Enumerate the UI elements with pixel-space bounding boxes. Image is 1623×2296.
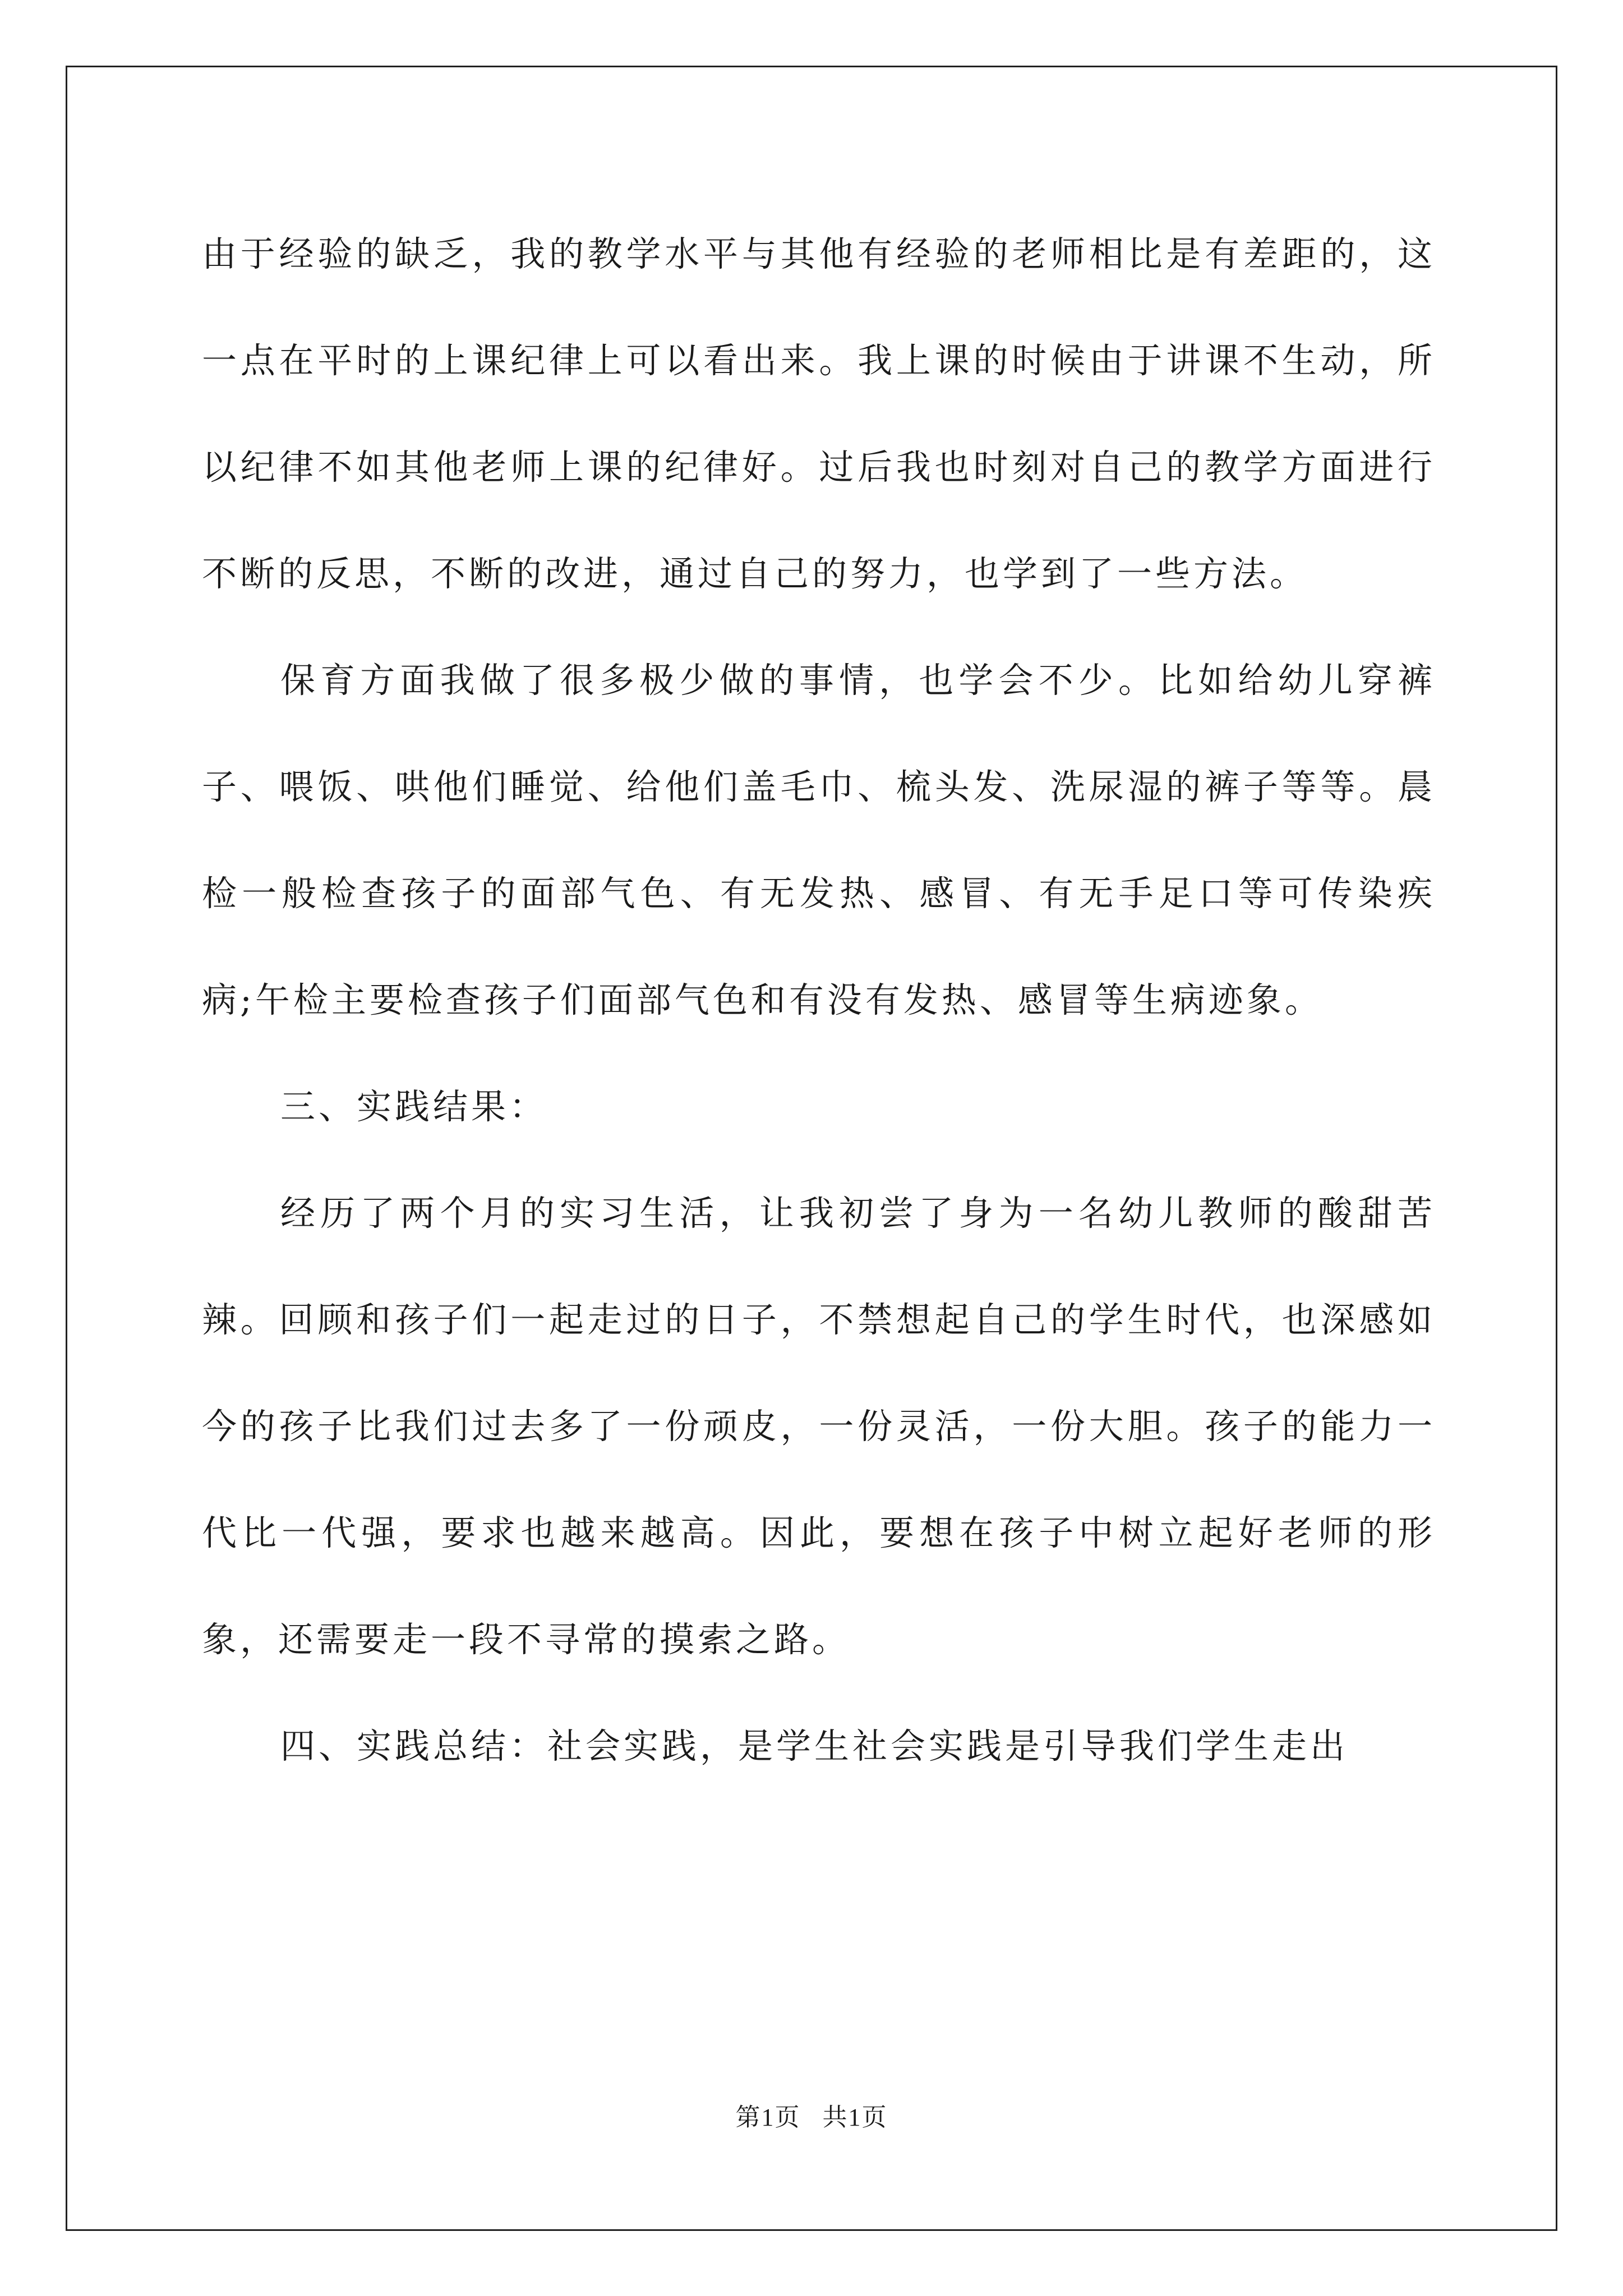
heading-practice-results: 三、实践结果： [280,1086,548,1127]
paragraph-practice-summary: 四、实践总结：社会实践，是学生社会实践是引导我们学生走出 [280,1726,1349,1766]
paragraph-childcare-duties: 保育方面我做了很多极少做的事情，也学会不少。比如给幼儿穿裤子、喂饭、哄他们睡觉、给他们盖毛巾、梳头发、洗尿湿的裤子等等。晨检一般检查孩子的面部气色、有无发热、感冒、有无手足口等可传染疾病;午检主要检查孩子们面部气色和有没有发热、感冒等生病迹象。 [202,660,1436,1020]
document-body [202,201,1436,1800]
paragraph-internship-experience: 经历了两个月的实习生活，让我初尝了身为一名幼儿教师的酸甜苦辣。回顾和孩子们一起走过的日子，不禁想起自己的学生时代，也深感如今的孩子比我们过去多了一份顽皮，一份灵活，一份大胆。孩子的能力一代比一代强，要求也越来越高。因此，要想在孩子中树立起好老师的形象，还需要走一段不寻常的摸索之路。 [202,1193,1436,1660]
total-pages: 共1页 [822,2104,888,2131]
page-footer [0,2101,1623,2134]
page-number: 第1页 [735,2104,801,2131]
footer-spacer [801,2104,823,2131]
paragraph-teaching-reflection: 由于经验的缺乏，我的教学水平与其他有经验的老师相比是有差距的，这一点在平时的上课纪律上可以看出来。我上课的时候由于讲课不生动，所以纪律不如其他老师上课的纪律好。过后我也时刻对自己的教学方面进行不断的反思，不断的改进，通过自己的努力，也学到了一些方法。 [202,233,1436,594]
